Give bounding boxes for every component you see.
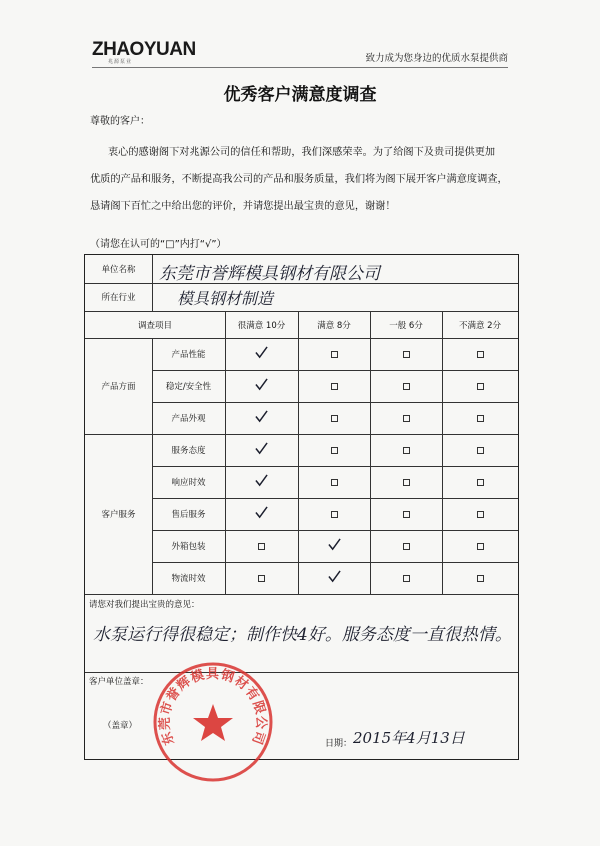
row-label: 售后服务 [171, 510, 206, 520]
rating-checkbox[interactable] [403, 383, 410, 390]
check-mark-icon[interactable] [328, 570, 341, 583]
rating-checkbox[interactable] [403, 575, 410, 582]
feedback-text: 水泵运行得很稳定；制作快4好。服务态度一直很热情。 [93, 625, 512, 645]
intro-line-2: 优质的产品和服务，不断提高我公司的产品和服务质量，我们将为阁下展开客户满意度调查， [90, 174, 508, 185]
slogan: 致力成为您身边的优质水泵提供商 [365, 53, 508, 64]
rating-checkbox[interactable] [477, 351, 484, 358]
rating-checkbox[interactable] [258, 543, 265, 550]
rating-checkbox[interactable] [331, 511, 338, 518]
row-label: 产品性能 [171, 350, 206, 360]
level-header-4: 不满意 2分 [458, 320, 502, 331]
check-mark-icon[interactable] [255, 442, 268, 455]
rating-checkbox[interactable] [477, 415, 484, 422]
check-mark-icon[interactable] [255, 506, 268, 519]
rating-checkbox[interactable] [477, 479, 484, 486]
company-seal [151, 660, 275, 784]
group-service: 客户服务 [101, 510, 136, 520]
rating-checkbox[interactable] [258, 575, 265, 582]
group-product: 产品方面 [101, 382, 136, 392]
rating-checkbox[interactable] [403, 351, 410, 358]
intro-paragraph [90, 139, 517, 220]
rating-checkbox[interactable] [403, 415, 410, 422]
rating-checkbox[interactable] [403, 447, 410, 454]
industry-value: 模具钢材制造 [177, 289, 274, 308]
rating-checkbox[interactable] [331, 383, 338, 390]
check-mark-icon[interactable] [328, 538, 341, 551]
page-title: 优秀客户满意度调查 [223, 85, 377, 105]
date-value: 2015年4月13日 [353, 729, 465, 747]
rating-checkbox[interactable] [477, 447, 484, 454]
level-header-3: 一般 6分 [389, 320, 423, 331]
intro-line-1: 衷心的感谢阁下对兆源公司的信任和帮助，我们深感荣幸。为了给阁下及贵司提供更加 [108, 147, 496, 158]
row-label: 外箱包装 [171, 542, 206, 552]
star-icon [193, 704, 233, 741]
logo-subtitle: 兆源泵业 [108, 59, 133, 65]
rating-checkbox[interactable] [331, 351, 338, 358]
rating-checkbox[interactable] [477, 543, 484, 550]
row-label: 响应时效 [171, 478, 206, 488]
check-mark-icon[interactable] [255, 346, 268, 359]
intro-line-3: 恳请阁下百忙之中给出您的评价，并请您提出最宝贵的意见，谢谢！ [90, 201, 396, 212]
check-mark-icon[interactable] [255, 378, 268, 391]
row-label: 产品外观 [171, 414, 206, 424]
rating-checkbox[interactable] [477, 575, 484, 582]
company-logo: ZHAOYUAN [92, 39, 196, 60]
rating-checkbox[interactable] [331, 415, 338, 422]
rating-checkbox[interactable] [477, 383, 484, 390]
instruction: （请您在认可的“□”内打“√”） [90, 239, 227, 250]
rating-checkbox[interactable] [403, 543, 410, 550]
item-header: 调查项目 [137, 320, 172, 331]
check-mark-icon[interactable] [255, 474, 268, 487]
seal-hint: （盖章） [103, 721, 138, 731]
rating-checkbox[interactable] [403, 511, 410, 518]
level-header-1: 很满意 10分 [237, 320, 286, 331]
survey-form [84, 254, 519, 760]
level-header-2: 满意 8分 [317, 320, 351, 331]
industry-label: 所在行业 [101, 293, 136, 303]
company-value: 东莞市誉辉模具钢材有限公司 [159, 264, 380, 284]
date-label: 日期： [325, 739, 353, 749]
greeting: 尊敬的客户： [90, 116, 150, 127]
check-mark-icon[interactable] [255, 410, 268, 423]
row-label: 物流时效 [171, 574, 206, 584]
rating-checkbox[interactable] [331, 447, 338, 454]
rating-checkbox[interactable] [477, 511, 484, 518]
feedback-label: 请您对我们提出宝贵的意见： [89, 600, 200, 610]
row-label: 稳定/安全性 [165, 382, 212, 392]
row-label: 服务态度 [171, 446, 206, 456]
seal-text: 东莞市誉辉模具钢材有限公司 [157, 666, 269, 747]
rating-checkbox[interactable] [403, 479, 410, 486]
company-label: 单位名称 [101, 265, 136, 275]
header-rule [92, 67, 508, 68]
stamp-label: 客户单位盖章： [89, 677, 149, 687]
rating-checkbox[interactable] [331, 479, 338, 486]
